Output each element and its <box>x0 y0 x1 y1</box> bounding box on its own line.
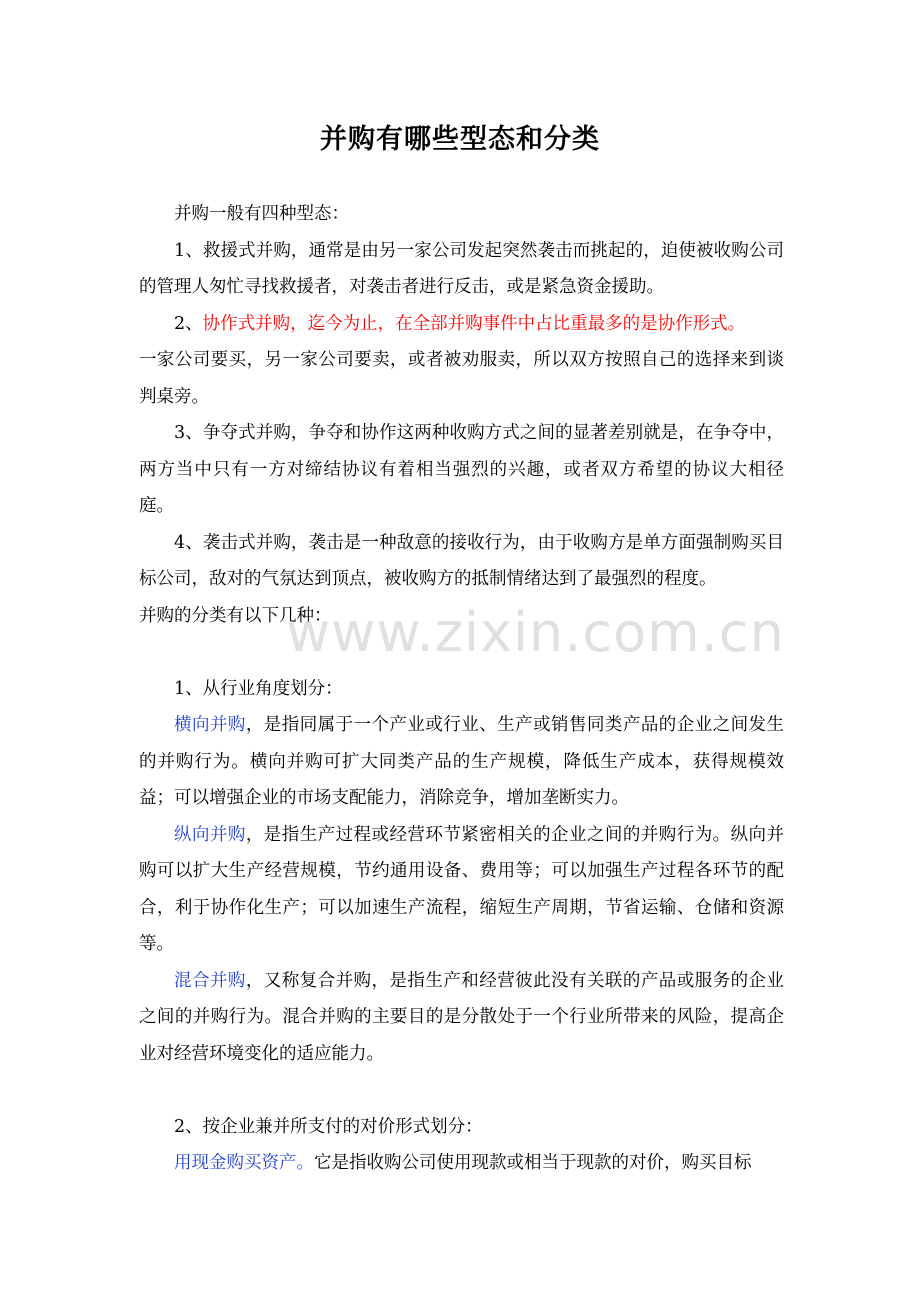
paragraph-spacer <box>139 1072 784 1109</box>
horizontal-merger-paragraph <box>139 707 784 817</box>
form-item-contested: 3、争夺式并购，争夺和协作这两种收购方式之间的显著差别就是，在争夺中，两方当中只有一方对缔结协议有着相当强烈的兴趣，或者双方希望的协议大相径庭。 <box>139 423 784 516</box>
watermark-text: www.zixin.com.cn <box>286 601 785 664</box>
form-item-cooperative-number: 2、 <box>174 313 203 334</box>
document-title: 并购有哪些型态和分类 <box>320 124 600 155</box>
form-item-rescue: 1、救援式并购，通常是由另一家公司发起突然袭击而挑起的，迫使被收购公司的管理人匆忙寻找救援者，对袭击者进行反击，或是紧急资金援助。 <box>139 240 784 297</box>
vertical-merger-paragraph <box>139 817 784 963</box>
vertical-merger-text: ，是指生产过程或经营环节紧密相关的企业之间的并购行为。纵向并购可以扩大生产经营规模，节约通用设备、费用等；可以加强生产过程各环节的配合，利于协作化生产；可以加速生产流程，缩短生产周期，节省运输、仓储和资源等。 <box>139 824 785 954</box>
form-item-cooperative-highlight: 协作式并购，迄今为止，在全部并购事件中占比重最多的是协作形式。 <box>202 313 746 334</box>
mixed-merger-text: ，又称复合并购，是指生产和经营彼此没有关联的产品或服务的企业之间的并购行为。混合并购的主要目的是分散处于一个行业所带来的风险，提高企业对经营环境变化的适应能力。 <box>139 970 785 1064</box>
horizontal-merger-term: 横向并购 <box>174 715 246 735</box>
horizontal-merger-text: ，是指同属于一个产业或行业、生产或销售同类产品的企业之间发生的并购行为。横向并购可扩大同类产品的生产规模，降低生产成本，获得规模效益；可以增强企业的市场支配能力，消除竞争，增加垄断实力。 <box>139 715 785 808</box>
payment-heading: 2、按企业兼并所支付的对价形式划分： <box>174 1116 483 1137</box>
cash-purchase-text: 它是指收购公司使用现款或相当于现款的对价，购买目标 <box>314 1153 752 1173</box>
industry-heading: 1、从行业角度划分： <box>174 678 343 699</box>
cash-purchase-term: 用现金购买资产。 <box>174 1153 314 1173</box>
form-item-raid: 4、袭击式并购，袭击是一种敌意的接收行为，由于收购方是单方面强制购买目标公司，敌对的气氛达到顶点，被收购方的抵制情绪达到了最强烈的程度。 <box>139 532 784 589</box>
mixed-merger-term: 混合并购 <box>174 970 246 991</box>
cash-purchase-paragraph <box>139 1145 784 1182</box>
forms-intro: 并购一般有四种型态： <box>174 204 349 224</box>
form-item-cooperative-continued: 一家公司要买，另一家公司要卖，或者被劝服卖，所以双方按照自己的选择来到谈判桌旁。 <box>139 350 784 407</box>
classification-intro: 并购的分类有以下几种： <box>139 605 332 626</box>
paragraph-spacer <box>139 634 784 671</box>
form-item-cooperative <box>139 306 784 343</box>
document-body <box>139 196 784 1182</box>
vertical-merger-term: 纵向并购 <box>174 824 246 845</box>
mixed-merger-paragraph <box>139 963 784 1073</box>
